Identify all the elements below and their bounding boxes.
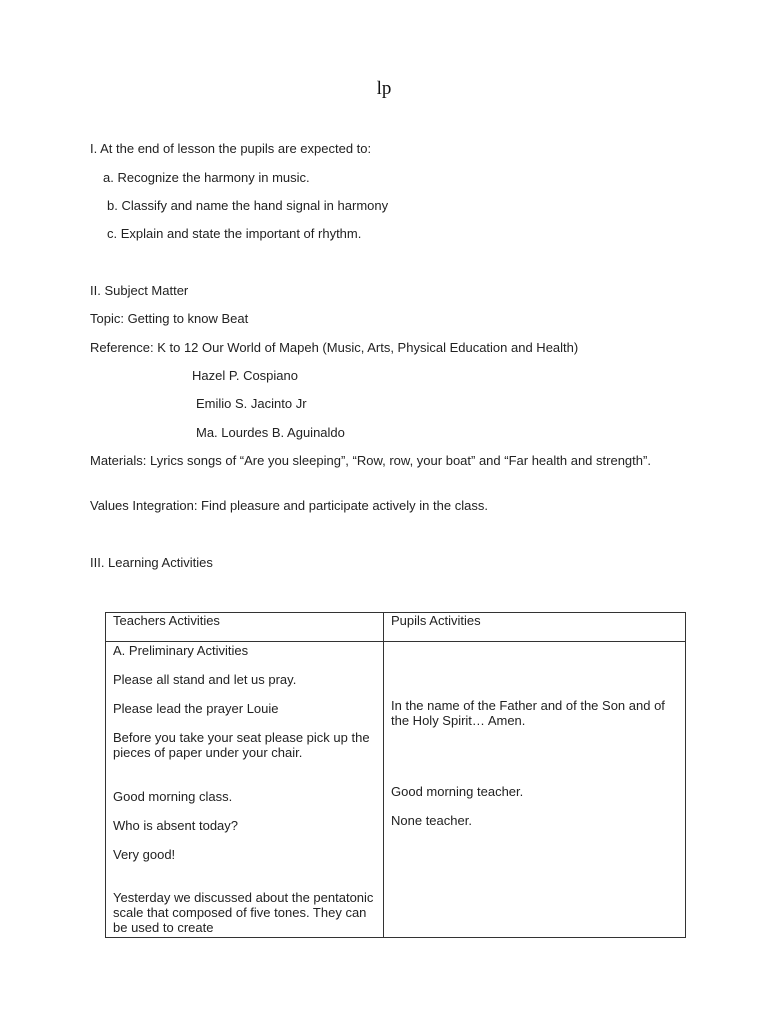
learning-activities-heading: III. Learning Activities bbox=[90, 555, 213, 570]
teacher-line: Please lead the prayer Louie bbox=[113, 701, 279, 716]
topic-line: Topic: Getting to know Beat bbox=[90, 311, 249, 326]
document-title: lp bbox=[376, 78, 392, 99]
author-1: Hazel P. Cospiano bbox=[192, 368, 298, 383]
pupils-activities-header: Pupils Activities bbox=[384, 613, 686, 642]
teacher-line: Before you take your seat please pick up the pieces of paper under your chair. bbox=[113, 730, 370, 760]
teacher-line: A. Preliminary Activities bbox=[113, 643, 249, 658]
table-header-row bbox=[106, 613, 686, 642]
objectives-heading: I. At the end of lesson the pupils are expected to: bbox=[90, 141, 372, 156]
pupil-line: None teacher. bbox=[391, 813, 472, 828]
teacher-line: Good morning class. bbox=[113, 789, 233, 804]
materials-line: Materials: Lyrics songs of “Are you sleeping”, “Row, row, your boat” and “Far health and strength”. bbox=[90, 453, 651, 468]
author-3: Ma. Lourdes B. Aguinaldo bbox=[196, 425, 345, 440]
values-integration-line: Values Integration: Find pleasure and participate actively in the class. bbox=[90, 498, 488, 513]
objective-c: c. Explain and state the important of rhythm. bbox=[107, 226, 362, 241]
author-2: Emilio S. Jacinto Jr bbox=[196, 396, 307, 411]
subject-matter-heading: II. Subject Matter bbox=[90, 283, 189, 298]
teacher-line: Please all stand and let us pray. bbox=[113, 672, 297, 687]
teachers-activities-header: Teachers Activities bbox=[106, 613, 384, 642]
activities-table bbox=[105, 612, 686, 938]
pupil-line: Good morning teacher. bbox=[391, 784, 524, 799]
teacher-line: Who is absent today? bbox=[113, 818, 239, 833]
objective-a: a. Recognize the harmony in music. bbox=[103, 170, 310, 185]
objective-b: b. Classify and name the hand signal in harmony bbox=[107, 198, 389, 213]
pupil-activities-cell bbox=[384, 642, 686, 938]
teacher-activities-cell bbox=[106, 642, 384, 938]
pupil-line: In the name of the Father and of the Son and of the Holy Spirit… Amen. bbox=[391, 698, 665, 728]
table-row bbox=[106, 642, 686, 938]
teacher-line: Yesterday we discussed about the pentatonic scale that composed of five tones. They can be used to create bbox=[113, 890, 374, 935]
teacher-line: Very good! bbox=[113, 847, 176, 862]
reference-line: Reference: K to 12 Our World of Mapeh (Music, Arts, Physical Education and Health) bbox=[90, 340, 579, 355]
